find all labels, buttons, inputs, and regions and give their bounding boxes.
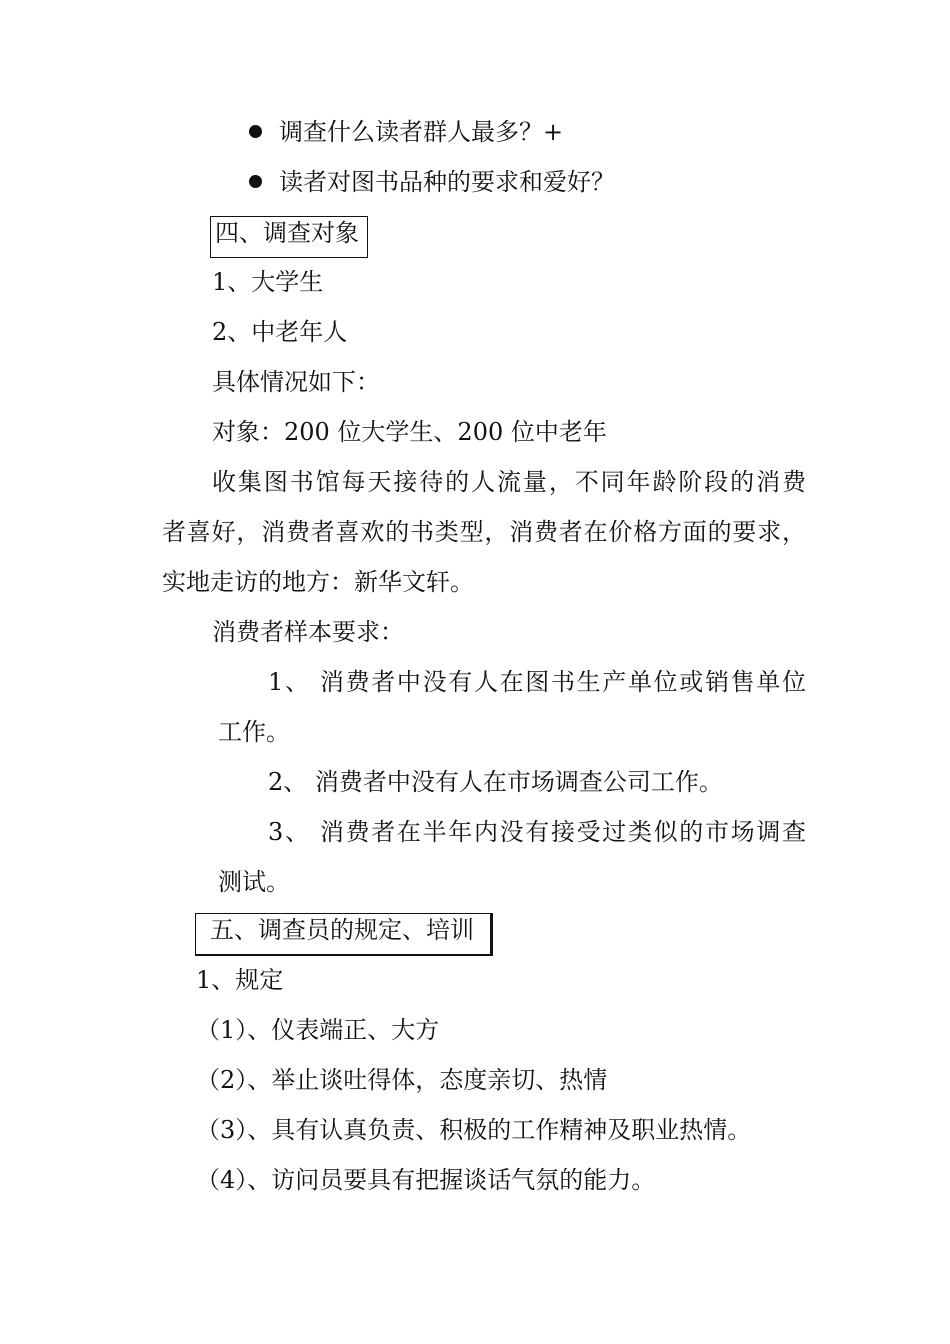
detail-intro: 具体情况如下： xyxy=(212,368,380,396)
sample-item: 2、 消费者中没有人在市场调查公司工作。 xyxy=(268,768,723,796)
paragraph-line: 实地走访的地方：新华文轩。 xyxy=(162,568,474,596)
sample-item-cont: 测试。 xyxy=(218,868,290,896)
subjects-text: 对象：200 位大学生、200 位中老年 xyxy=(212,418,607,446)
section-heading: 五、调查员的规定、培训 xyxy=(195,913,493,956)
sample-title: 消费者样本要求： xyxy=(212,618,404,646)
rule-item: （4）、访问员要具有把握谈话气氛的能力。 xyxy=(196,1166,656,1194)
paragraph-line: 收集图书馆每天接待的人流量，不同年龄阶段的消费 xyxy=(212,468,806,496)
list-item: 2、中老年人 xyxy=(212,318,348,346)
bullet-dot xyxy=(249,125,262,138)
bullet-dot xyxy=(249,175,262,188)
sample-item: 1、 消费者中没有人在图书生产单位或销售单位 xyxy=(268,668,806,696)
section-heading: 四、调查对象 xyxy=(210,216,368,258)
rule-item: （2）、举止谈吐得体，态度亲切、热情 xyxy=(196,1066,608,1094)
sample-item-cont: 工作。 xyxy=(218,718,290,746)
sample-item: 3、 消费者在半年内没有接受过类似的市场调查 xyxy=(268,818,806,846)
paragraph-line: 者喜好，消费者喜欢的书类型，消费者在价格方面的要求， xyxy=(162,518,806,546)
rule-item: （3）、具有认真负责、积极的工作精神及职业热情。 xyxy=(196,1116,752,1144)
bullet-item: 读者对图书品种的要求和爱好？ xyxy=(279,168,615,196)
list-item: 1、大学生 xyxy=(212,268,324,296)
rule-item: （1）、仪表端正、大方 xyxy=(196,1016,440,1044)
bullet-item: 调查什么读者群人最多？+ xyxy=(279,118,564,146)
subsection-title: 1、规定 xyxy=(196,966,284,994)
